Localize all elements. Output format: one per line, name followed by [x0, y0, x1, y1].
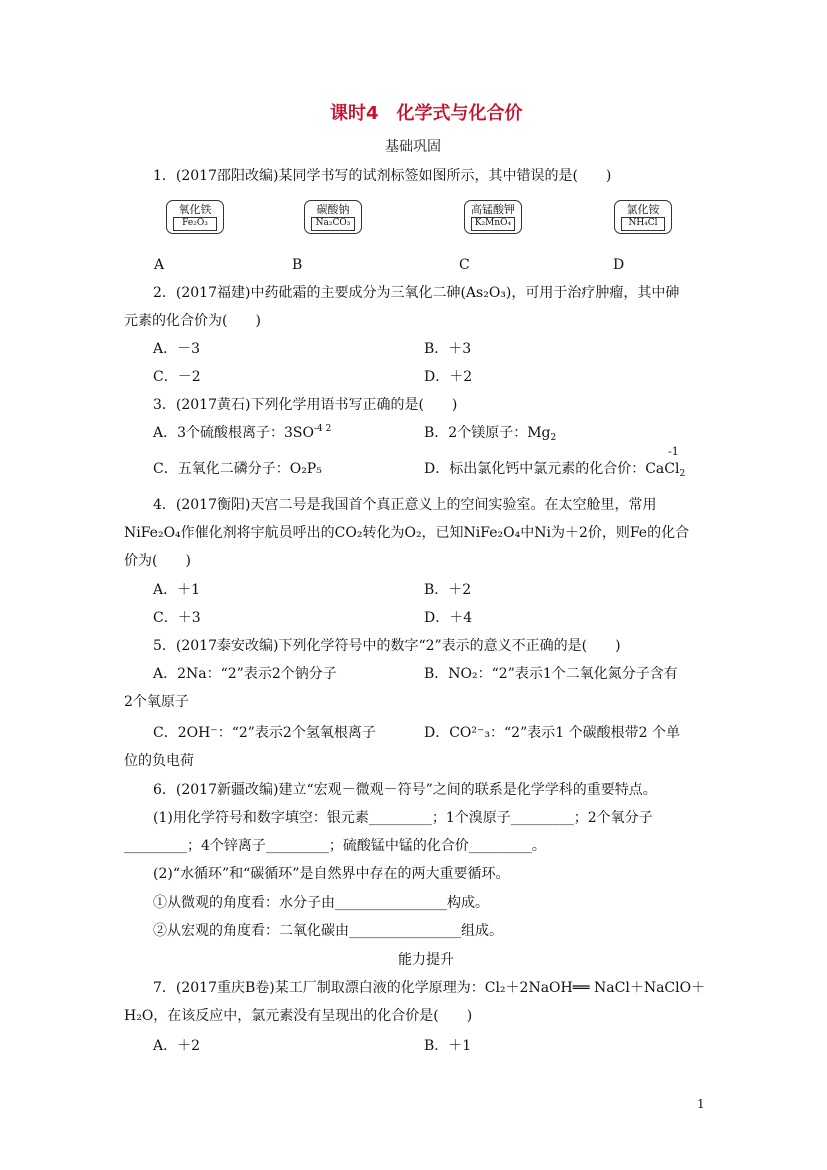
q6-part2-micro: ①从微观的角度看：水分子由________________构成。 — [153, 895, 489, 911]
q2-stem-line1: 2．(2017福建)中药砒霜的主要成分为三氧化二砷(As₂O₃)，可用于治疗肿瘤，其中砷 — [153, 285, 680, 301]
q7-stem-line1: 7．(2017重庆B卷)某工厂制取漂白液的化学原理为：Cl₂＋2NaOH══ NaCl＋NaClO＋ — [153, 980, 706, 996]
q3-stem: 3．(2017黄石)下列化学用语书写正确的是( ) — [153, 397, 458, 413]
q3-option-d-subscript: 2 — [679, 469, 686, 479]
q1-letter-c: C — [459, 257, 470, 273]
q2-option-c: C．－2 — [153, 369, 201, 385]
q3-option-d-valence: -1 — [668, 445, 679, 458]
q2-option-d: D．＋2 — [424, 369, 473, 385]
q3-option-a-text: A．3个硫酸根离子：3SO — [153, 425, 314, 441]
reagent-formula: Fe₂O₃ — [173, 217, 217, 231]
q5-option-d: D．CO²⁻₃：“2”表示1 个碳酸根带2 个单 — [424, 725, 680, 741]
q4-option-d: D．＋4 — [424, 610, 473, 626]
reagent-label-c — [464, 200, 522, 234]
q3-option-b-subscript: 2 — [550, 433, 557, 443]
q7-option-a: A．＋2 — [153, 1038, 201, 1054]
q6-part2: (2)“水循环”和“碳循环”是自然界中存在的两大重要循环。 — [153, 866, 510, 882]
q5-option-b: B．NO₂：“2”表示1个二氧化氮分子含有 — [424, 666, 678, 682]
q3-option-d — [424, 459, 685, 479]
reagent-formula: Na₂CO₃ — [311, 217, 355, 231]
q4-stem-line1: 4．(2017衡阳)天宫二号是我国首个真正意义上的空间实验室。在太空舱里，常用 — [153, 497, 657, 513]
q1-letter-b: B — [292, 257, 303, 273]
q7-stem-line2: H₂O，在该反应中，氯元素没有呈现出的化合价是( ) — [124, 1008, 473, 1024]
q4-option-c: C．＋3 — [153, 610, 201, 626]
q3-option-c: C．五氧化二磷分子：O₂P₅ — [153, 461, 322, 477]
reagent-name: 氧化铁 — [178, 203, 212, 216]
reagent-name: 高锰酸钾 — [471, 203, 515, 216]
q3-option-a-superscript: -4 2 — [314, 424, 332, 434]
q5-option-d-cont: 位的负电荷 — [124, 753, 194, 769]
q7-option-b: B．＋1 — [424, 1038, 472, 1054]
q5-option-b-cont: 2个氧原子 — [124, 694, 189, 710]
q2-option-b: B．＋3 — [424, 341, 472, 357]
q3-option-d-text: D．标出氯化钙中氯元素的化合价：CaCl — [424, 461, 680, 477]
q6-part2-macro: ②从宏观的角度看：二氧化碳由________________组成。 — [153, 923, 503, 939]
reagent-formula: NH₄Cl — [621, 217, 665, 231]
page-title: 课时4 化学式与化合价 — [330, 103, 523, 124]
q3-option-b — [424, 423, 556, 443]
q4-stem-line2: NiFe₂O₄作催化剂将宇航员呼出的CO₂转化为O₂，已知NiFe₂O₄中Ni为＋2价，则Fe的化合 — [124, 525, 690, 541]
q5-option-a: A．2Na：“2”表示2个钠分子 — [153, 666, 337, 682]
section-heading-basic: 基础巩固 — [385, 139, 441, 155]
q1-letter-d: D — [613, 257, 625, 273]
q2-option-a: A．－3 — [153, 341, 201, 357]
page-number: 1 — [697, 1097, 705, 1111]
q6-stem: 6．(2017新疆改编)建立“宏观－微观－符号”之间的联系是化学学科的重要特点。 — [153, 782, 657, 798]
q6-part1-line1: (1)用化学符号和数字填空：银元素_________；1个溴原子_________；2个氧分子 — [153, 810, 653, 826]
q5-stem: 5．(2017泰安改编)下列化学符号中的数字“2”表示的意义不正确的是( ) — [153, 638, 621, 654]
reagent-formula: K₂MnO₄ — [471, 217, 515, 231]
q3-option-b-text: B．2个镁原子：Mg — [424, 425, 551, 441]
q1-letter-a: A — [154, 257, 165, 273]
q4-option-b: B．＋2 — [424, 582, 472, 598]
reagent-label-d — [614, 200, 672, 234]
reagent-label-b — [304, 200, 362, 234]
q1-stem: 1．(2017邵阳改编)某同学书写的试剂标签如图所示，其中错误的是( ) — [153, 168, 612, 184]
q5-option-c: C．2OH⁻：“2”表示2个氢氧根离子 — [153, 725, 376, 741]
reagent-label-a — [166, 200, 224, 234]
reagent-name: 碳酸钠 — [316, 203, 350, 216]
q6-part1-line2: _________；4个锌离子_________；硫酸锰中锰的化合价_________。 — [124, 838, 546, 854]
q4-option-a: A．＋1 — [153, 582, 201, 598]
reagent-name: 氯化铵 — [626, 203, 660, 216]
q3-option-a — [153, 423, 331, 443]
q4-stem-line3: 价为( ) — [124, 553, 191, 569]
q2-stem-line2: 元素的化合价为( ) — [124, 313, 261, 329]
section-heading-advanced: 能力提升 — [398, 952, 454, 968]
